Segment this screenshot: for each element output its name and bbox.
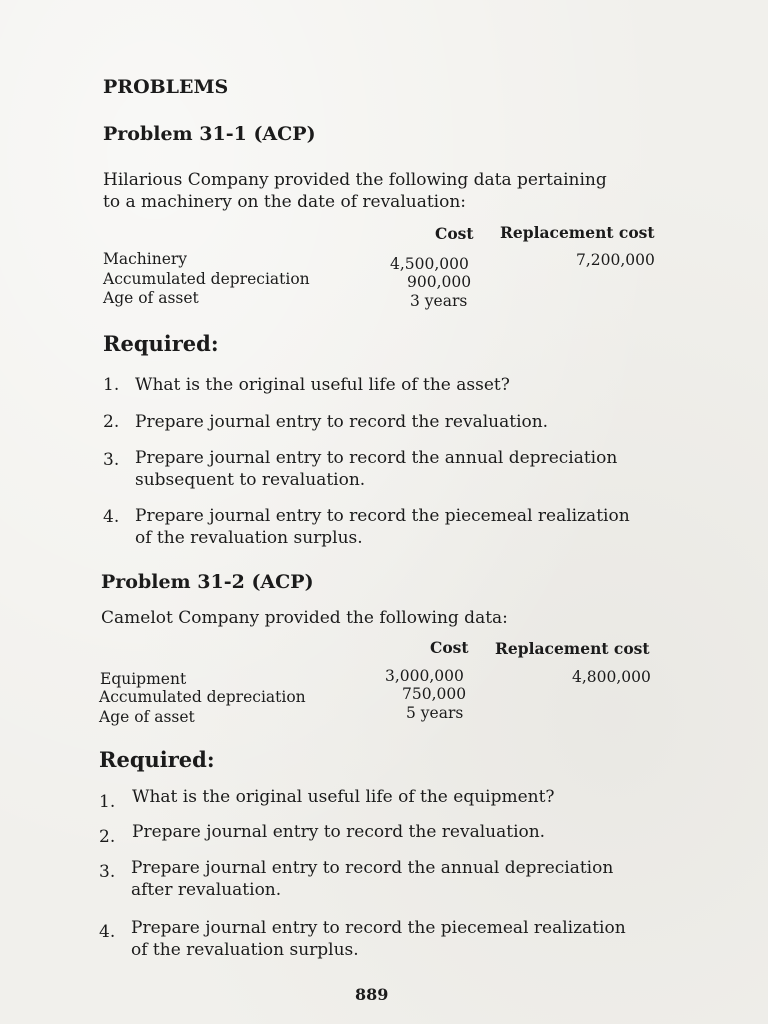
table-cell-cost: 3 years bbox=[410, 292, 468, 310]
column-header-cost: Cost bbox=[435, 224, 474, 243]
table-cell-cost: 900,000 bbox=[407, 273, 472, 291]
table-cell-replacement: 4,800,000 bbox=[572, 668, 651, 686]
column-header-replacement-cost: Replacement cost bbox=[495, 639, 650, 658]
list-item-continuation: of the revaluation surplus. bbox=[135, 528, 363, 548]
list-item: What is the original useful life of the equipment? bbox=[132, 787, 555, 807]
table-cell-cost: 3,000,000 bbox=[385, 667, 464, 685]
table-cell-cost: 4,500,000 bbox=[390, 255, 469, 273]
table-row-label: Accumulated depreciation bbox=[99, 688, 306, 706]
list-item: Prepare journal entry to record the revaluation. bbox=[135, 412, 549, 432]
list-item-number: 4. bbox=[99, 922, 116, 942]
column-header-replacement-cost: Replacement cost bbox=[500, 223, 655, 242]
table-cell-replacement: 7,200,000 bbox=[576, 251, 655, 269]
list-item: Prepare journal entry to record the piecemeal realization bbox=[131, 918, 626, 938]
list-item-number: 3. bbox=[99, 862, 116, 882]
list-item-number: 1. bbox=[103, 375, 120, 395]
list-item-number: 3. bbox=[103, 450, 120, 470]
list-item-continuation: subsequent to revaluation. bbox=[135, 470, 366, 490]
list-item-continuation: after revaluation. bbox=[131, 880, 282, 900]
problem-intro: Hilarious Company provided the following data pertaining bbox=[103, 170, 607, 190]
problem-intro: to a machinery on the date of revaluation: bbox=[103, 192, 467, 212]
required-heading: Required: bbox=[103, 331, 219, 356]
table-row-label: Age of asset bbox=[103, 289, 199, 307]
list-item: Prepare journal entry to record the piecemeal realization bbox=[135, 506, 630, 526]
table-row-label: Age of asset bbox=[99, 708, 195, 726]
table-cell-cost: 750,000 bbox=[402, 685, 467, 703]
problem-title: Problem 31-2 (ACP) bbox=[101, 571, 314, 593]
list-item-number: 4. bbox=[103, 507, 120, 527]
problem-title: Problem 31-1 (ACP) bbox=[103, 123, 316, 145]
table-cell-cost: 5 years bbox=[406, 704, 464, 722]
required-heading: Required: bbox=[99, 747, 215, 772]
list-item: Prepare journal entry to record the revaluation. bbox=[132, 822, 546, 842]
table-row-label: Machinery bbox=[103, 250, 188, 268]
section-title: PROBLEMS bbox=[103, 76, 229, 98]
table-row-label: Equipment bbox=[100, 670, 187, 688]
list-item: What is the original useful life of the asset? bbox=[135, 375, 510, 395]
list-item: Prepare journal entry to record the annual depreciation bbox=[131, 858, 614, 878]
list-item-number: 2. bbox=[99, 827, 116, 847]
list-item: Prepare journal entry to record the annual depreciation bbox=[135, 448, 618, 468]
problem-intro: Camelot Company provided the following data: bbox=[101, 608, 508, 628]
table-row-label: Accumulated depreciation bbox=[103, 270, 310, 288]
list-item-number: 1. bbox=[99, 792, 116, 812]
list-item-number: 2. bbox=[103, 412, 120, 432]
page-number: 889 bbox=[355, 985, 389, 1004]
column-header-cost: Cost bbox=[430, 638, 469, 657]
list-item-continuation: of the revaluation surplus. bbox=[131, 940, 359, 960]
